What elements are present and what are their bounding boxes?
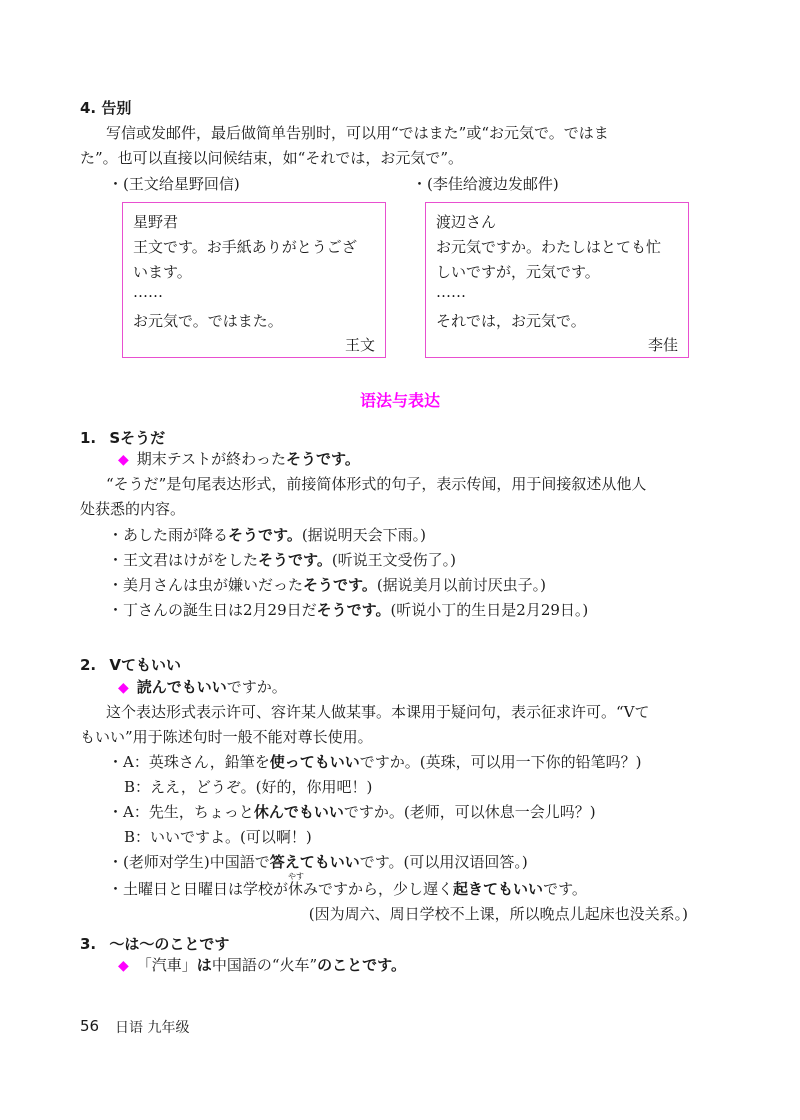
heading-number: 1. xyxy=(80,429,97,447)
paragraph-line: 写信或发邮件，最后做简单告别时，可以用“ではまた”或“お元気で。ではま xyxy=(106,124,609,142)
letter-line: お元気で。ではまた。 xyxy=(133,312,283,330)
paragraph-line: 处获悉的内容。 xyxy=(80,500,186,518)
letter-line: お元気ですか。わたしはとても忙 xyxy=(436,238,662,256)
translation-line: (因为周六、周日学校不上课，所以晚点儿起床也没关系。) xyxy=(308,905,688,923)
diamond-icon: ◆ xyxy=(118,680,129,696)
grammar-point-heading xyxy=(80,654,181,675)
paragraph-line: た”。也可以直接以问候结束，如“それでは，お元気で”。 xyxy=(80,149,464,167)
letter-box xyxy=(425,202,689,358)
book-title: 日语 九年级 xyxy=(115,1020,190,1036)
letter-line: います。 xyxy=(133,263,192,281)
paragraph-line: 这个表达形式表示许可、容许某人做某事。本课用于疑问句，表示征求许可。“Vて xyxy=(106,703,650,721)
letter-caption: ・(王文给星野回信) xyxy=(108,175,240,193)
list-item: ・土曜日と日曜日は学校が やす 休みですから，少し遅く起きてもいいです。 xyxy=(108,872,587,898)
heading-text: 〜は〜のことです xyxy=(109,935,230,953)
letter-line: …… xyxy=(436,283,466,301)
example-sentence: ◆ 「汽車」は中国語の“火车”のことです。 xyxy=(118,956,406,974)
letter-line: 王文です。お手紙ありがとうござ xyxy=(133,238,357,256)
letter-line: 星野君 xyxy=(133,213,179,231)
furigana: やす xyxy=(288,872,305,881)
example-sentence xyxy=(118,680,287,695)
example-highlight: そうです。 xyxy=(286,450,360,468)
heading-number: 3. xyxy=(80,935,97,953)
example-sentence xyxy=(118,452,360,467)
grammar-point-heading xyxy=(80,427,165,448)
ruby-word: やす 休 xyxy=(288,872,305,898)
list-item: ・丁さんの誕生日は2月29日だそうです。(听说小丁的生日是2月29日。) xyxy=(108,601,589,619)
letter-line: 渡辺さん xyxy=(436,213,497,231)
letter-line: …… xyxy=(133,283,163,301)
letter-signature: 李佳 xyxy=(647,336,678,354)
paragraph-line: “そうだ”是句尾表达形式，前接简体形式的句子，表示传闻，用于间接叙述从他人 xyxy=(106,475,647,493)
list-item: ・美月さんは虫が嫌いだったそうです。(据说美月以前讨厌虫子。) xyxy=(108,576,547,594)
letter-line: それでは，お元気で。 xyxy=(436,312,586,330)
letter-box xyxy=(122,202,386,358)
paragraph-line: もいい”用于陈述句时一般不能对尊长使用。 xyxy=(80,728,373,746)
heading-text: Vてもいい xyxy=(109,656,181,674)
list-item: ・あした雨が降るそうです。(据说明天会下雨。) xyxy=(108,526,427,544)
grammar-section-title: 语法与表达 xyxy=(359,391,440,410)
page-number: 56 xyxy=(80,1017,100,1035)
diamond-icon: ◆ xyxy=(118,452,129,468)
grammar-point-heading xyxy=(80,933,229,954)
dialogue-line: ・A：英珠さん，鉛筆を使ってもいいですか。(英珠，可以用一下你的铅笔吗？) xyxy=(108,753,642,771)
list-item: ・(老师对学生)中国語で答えてもいいです。(可以用汉语回答。) xyxy=(108,853,528,871)
example-highlight: 読んでもいい xyxy=(136,678,227,696)
letter-signature: 王文 xyxy=(344,336,375,354)
dialogue-line: B：いいですよ。(可以啊！) xyxy=(124,828,312,846)
letter-line: しいですが，元気です。 xyxy=(436,263,600,281)
heading-text: Sそうだ xyxy=(109,429,166,447)
section-heading: 4. 告别 xyxy=(80,99,132,117)
example-text: 期末テストが終わった xyxy=(136,450,287,468)
dialogue-line: B：ええ，どうぞ。(好的，你用吧！) xyxy=(124,778,373,796)
heading-number: 2. xyxy=(80,656,97,674)
diamond-icon: ◆ xyxy=(118,958,129,974)
list-item: ・王文君はけがをしたそうです。(听说王文受伤了。) xyxy=(108,551,457,569)
dialogue-line: ・A：先生，ちょっと休んでもいいですか。(老师，可以休息一会儿吗？) xyxy=(108,803,596,821)
letter-caption: ・(李佳给渡边发邮件) xyxy=(412,175,559,193)
example-text: ですか。 xyxy=(226,678,287,696)
